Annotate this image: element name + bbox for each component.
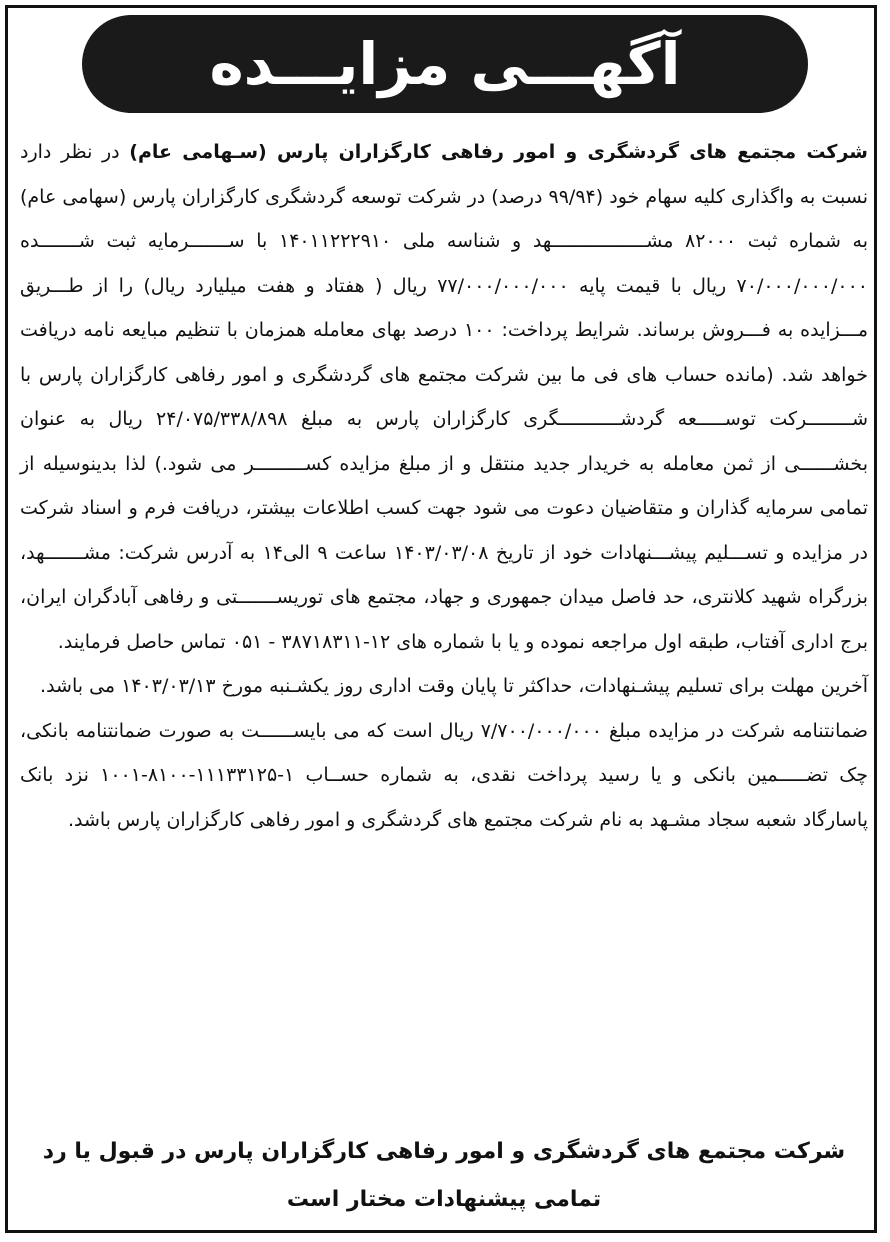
paragraph-guarantee: ضمانتنامه شرکت در مزایده مبلغ ۷/۷۰۰/۰۰۰/۰۰۰ ریال است که می بایســــــت به صورت ضمانتنامه بانکی، چک تضـــــمین بانکی و یا رسید پرداخت نقدی، به شماره حســاب ۱-۱۱۱۳۳۱۲۵-۸۱۰۰-۱۰۰۱ نزد بانک پاسارگاد شعبه سجاد مشـهد به نام شرکت مجتمع های گردشگری و امور رفاهی کارگزاران پارس باشد.	[20, 719, 868, 831]
title-banner	[82, 15, 808, 113]
notice-body	[20, 130, 868, 842]
notice-title: آگهـــی مزایـــده	[209, 30, 681, 98]
paragraph-deadline: آخرین مهلت برای تسلیم پیشـنهادات، حداکثر تا پایان وقت اداری روز یکشـنبه مورخ ۱۴۰۳/۰۳/۱۳ می باشد.	[40, 675, 868, 697]
footer-line-2: تمامی پیشنهادات مختار است	[286, 1187, 602, 1212]
paragraph-main	[20, 130, 868, 664]
notice-footer	[20, 1128, 868, 1224]
lead-company-name: شرکت مجتمع های گردشگری و امور رفاهی کارگزاران پارس (سـهامی عام)	[129, 141, 868, 163]
paragraph-main-text: در نظر دارد نسبت به واگذاری کلیه سهام خود (۹۹/۹۴ درصد) در شرکت توسعه گردشگری کارگزاران پارس (سهامی عام) به شماره ثبت ۸۲۰۰۰ مشـــــــــــــــــهد و شناسه ملی ۱۴۰۱۱۲۲۲۹۱۰ با ســـــــرمایه ثبت شـــــــده ۷۰/۰۰۰/۰۰۰/۰۰۰ ریال با قیمت پایه ۷۷/۰۰۰/۰۰۰/۰۰۰ ریال ( هفتاد و هفت میلیارد ریال) را از طـــریق مـــزایده به فـــروش برساند. شرایط پرداخت: ۱۰۰ درصد بهای معامله همزمان با تنظیم مبایعه نامه دریافت خواهد شد. (مانده حساب های فی ما بین شرکت مجتمع های گردشگری و امور رفاهی کارگزاران پارس با شــــــــرکت توســـــعه گردشـــــــــــگری کارگزاران پارس به مبلغ ۲۴/۰۷۵/۳۳۸/۸۹۸ ریال به عنوان بخشــــــی از ثمن معامله به خریدار جدید منتقل و از مبلغ مزایده کســـــــــر می شود.) لذا بدینوسیله از تمامی سرمایه گذاران و متقاضیان دعوت می شود جهت کسب اطلاعات بیشتر، دریافت فرم و اسناد شرکت در مزایده و تســـلیم پیشـــنهادات خود از تاریخ ۱۴۰۳/۰۳/۰۸ ساعت ۹ الی۱۴ به آدرس شرکت: مشـــــــهد، بزرگراه شهید کلانتری، حد فاصل میدان جمهوری و جهاد، مجتمع های توریســـــــتی و رفاهی آبادگران ایران، برج اداری آفتاب، طبقه اول مراجعه نموده و یا با شماره های ۱۲-۳۸۷۱۸۳۱۱ - ۰۵۱ تماس حاصل فرمایند.	[20, 141, 869, 653]
footer-line-1: شرکت مجتمع های گردشگری و امور رفاهی کارگزاران پارس در قبول یا رد	[42, 1139, 846, 1164]
